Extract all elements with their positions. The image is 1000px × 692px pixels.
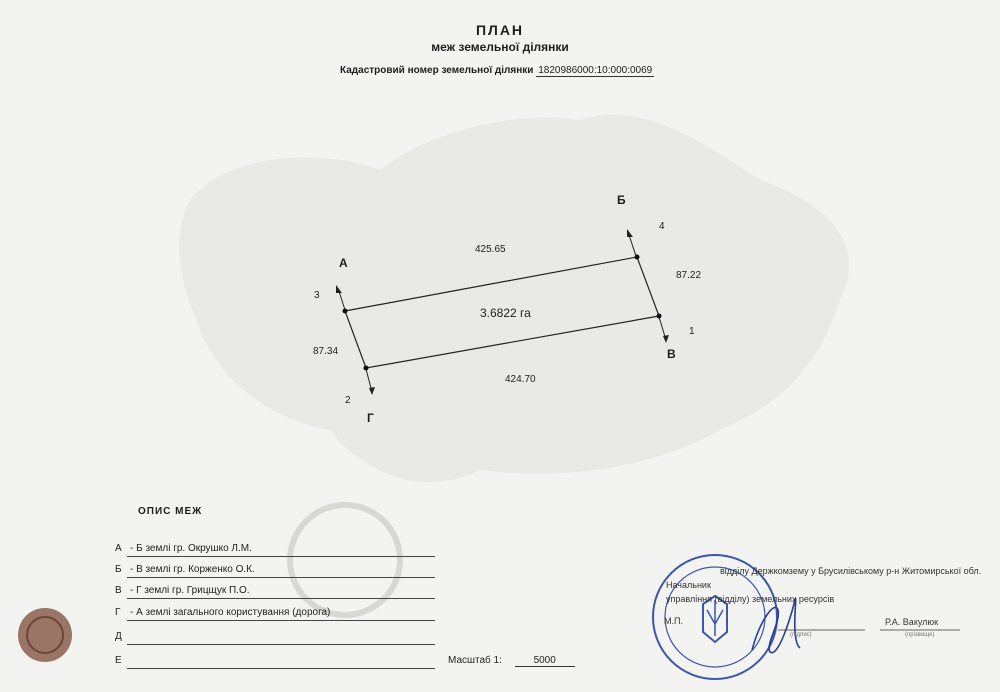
corner-label-a: А (339, 256, 348, 270)
signature-department: управління (відділу) земельних ресурсів (666, 594, 835, 604)
watermark-map (179, 115, 849, 483)
boundary-row (115, 585, 435, 599)
boundary-row (115, 607, 435, 621)
corner-label-g: Г (367, 411, 374, 425)
point-number-3: 3 (314, 290, 320, 301)
signature-mp: М.П. (664, 616, 683, 626)
boundary-row-text: - В землі гр. Корженко О.К. (130, 564, 255, 575)
boundary-row (115, 655, 435, 669)
signature-caption-name: (прізвище) (905, 632, 935, 638)
scale (448, 655, 575, 667)
boundary-description-title: ОПИС МЕЖ (138, 506, 203, 517)
scale-value: 5000 (515, 655, 575, 667)
boundary-row-line (127, 668, 435, 669)
boundary-row-key: В (115, 585, 122, 596)
cadastral-number (340, 65, 654, 77)
handwritten-signature (752, 599, 800, 653)
side-length-right: 87.22 (676, 270, 702, 281)
boundary-row-line (127, 577, 435, 578)
vertex-a (343, 309, 348, 314)
vertex-g (364, 366, 369, 371)
corner-label-b: Б (617, 193, 626, 207)
corner-label-v: В (667, 347, 676, 361)
boundary-row-key: Б (115, 564, 122, 575)
signature-name: Р.А. Вакулюк (885, 617, 939, 627)
boundary-row-line (127, 644, 435, 645)
side-length-bottom: 424.70 (505, 374, 536, 385)
point-number-1: 1 (689, 326, 695, 337)
boundary-row-text: - А землі загального користування (дорога) (130, 607, 331, 618)
boundary-row-line (127, 620, 435, 621)
vertex-v (657, 314, 662, 319)
side-length-top: 425.65 (475, 244, 506, 255)
side-length-left: 87.34 (313, 346, 339, 357)
boundary-row-key: Е (115, 655, 122, 666)
boundary-row-key: Д (115, 631, 122, 642)
document-subtitle: меж земельної ділянки (431, 40, 569, 54)
signature-position: Начальник (666, 580, 711, 590)
point-number-4: 4 (659, 221, 665, 232)
boundary-row-key: А (115, 543, 122, 554)
scale-label: Масштаб 1: (448, 655, 502, 666)
signature-office: відділу Держкомзему у Брусилівському р-н Житомирської обл. (720, 566, 982, 576)
plot-area: 3.6822 га (480, 306, 531, 320)
boundary-row (115, 543, 435, 557)
boundary-row-line (127, 556, 435, 557)
vertex-b (635, 255, 640, 260)
boundary-row-text: - Б землі гр. Окрушко Л.М. (130, 543, 252, 554)
boundary-row-text: - Г землі гр. Грицщук П.О. (130, 585, 250, 596)
boundary-row-line (127, 598, 435, 599)
boundary-row (115, 564, 435, 578)
boundary-row (115, 631, 435, 645)
cadastral-label: Кадастровий номер земельної ділянки (340, 65, 534, 76)
document-title: ПЛАН (475, 22, 525, 38)
signature-caption-sign: (підпис) (790, 632, 812, 638)
cadastral-value: 1820986000:10:000:0069 (538, 65, 653, 76)
point-number-2: 2 (345, 395, 351, 406)
boundary-row-key: Г (115, 607, 121, 618)
